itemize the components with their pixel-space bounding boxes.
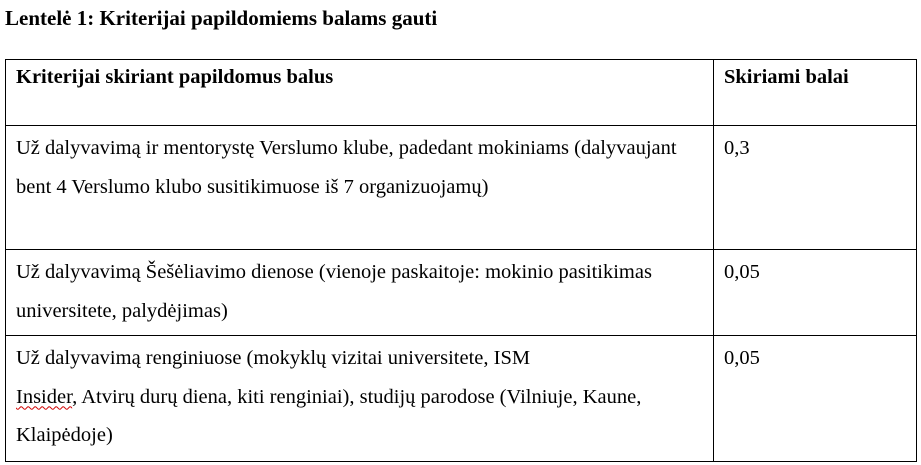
table-row	[6, 126, 917, 250]
header-criteria: Kriterijai skiriant papildomus balus	[6, 60, 714, 126]
criterion-cell	[6, 336, 714, 462]
criterion-cell: Už dalyvavimą Šešėliavimo dienose (vienoje paskaitoje: mokinio pasitikimas universitete, palydėjimas)	[6, 250, 714, 336]
points-cell: 0,05	[714, 336, 917, 462]
table-header-row	[6, 60, 917, 126]
points-cell: 0,05	[714, 250, 917, 336]
table-row	[6, 250, 917, 336]
criteria-table	[5, 59, 917, 462]
criterion-text-part: Už dalyvavimą renginiuose (mokyklų vizitai universitete, ISM	[16, 347, 531, 369]
criterion-text-part: , Atvirų durų diena, kiti renginiai), studijų parodose (Vilniuje, Kaune, Klaipėdoje)	[16, 385, 642, 446]
spellcheck-flagged-word: Insider	[16, 385, 73, 408]
table-caption: Lentelė 1: Kriterijai papildomiems balams gauti	[5, 6, 438, 30]
table-row	[6, 336, 917, 462]
points-cell: 0,3	[714, 126, 917, 250]
header-points: Skiriami balai	[714, 60, 917, 126]
criterion-cell: Už dalyvavimą ir mentorystę Verslumo klube, padedant mokiniams (dalyvaujant bent 4 Verslumo klubo susitikimuose iš 7 organizuojamų)	[6, 126, 714, 250]
